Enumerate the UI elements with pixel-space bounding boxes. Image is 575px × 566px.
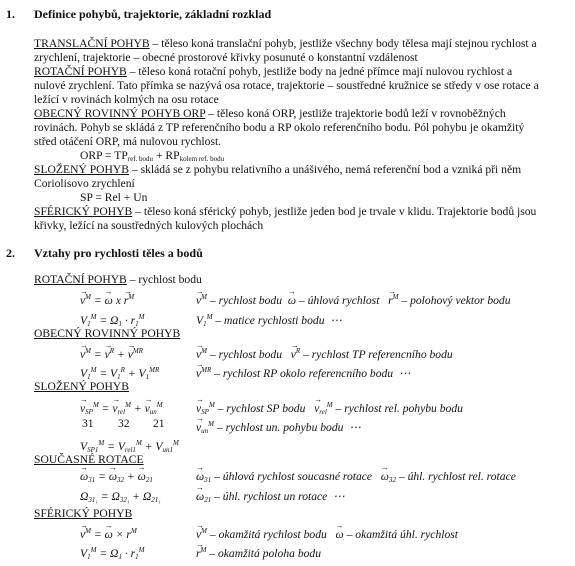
spherical-line-1: – těleso koná sférický pohyb, jestliže jeden bod je trvale v klidu. Trajektorie bodů jsou xyxy=(132,205,537,218)
rot-desc-2-text: – úhlová rychlost xyxy=(296,294,380,307)
sf-desc-2-text: – okamžitá úhl. rychlost xyxy=(343,528,459,541)
sr-formula-1: → $\omega_{31}$ = → $\omega_{32}$ + → $\omega_{21}$ xyxy=(80,470,153,488)
sp-heading: SLOŽENÝ POHYB xyxy=(34,380,130,393)
orp2-desc-3: → $v^{MR}$ – rychlost RP okolo referencního bodu ⋯ xyxy=(196,363,410,382)
section-2-number: 2. xyxy=(6,246,15,260)
rot-desc-4: $V_1^M$ – matice rychlosti bodu ⋯ xyxy=(196,313,342,328)
sp-desc-3: → $v_{un}^M$ – rychlost un. pohybu bodu ⋯ xyxy=(196,417,361,439)
rotation-line-3: ležící v rovinách kolmých na osu rotace xyxy=(34,93,219,106)
orp2-heading: OBECNÝ ROVINNÝ POHYB xyxy=(34,327,181,340)
rotation-line-2: nulové zrychlení. Tato přímka se nazývá osa rotace, trajektorie – soustředné kružnice se středy v ose rotace a xyxy=(34,79,539,92)
sf-desc-1-text: – okamžitá rychlost bodu xyxy=(207,528,327,541)
rotation-line-1: – těleso koná rotační pohyb, jestliže body na jedné přímce mají nulovou rychlost a xyxy=(126,65,513,78)
sf-formula-1: → $v^M$ = → $\omega \times r^M$ xyxy=(80,524,137,543)
composite-paragraph xyxy=(34,163,521,178)
orp-term: OBECNÝ ROVINNÝ POHYB ORP xyxy=(34,107,206,120)
rot-dots: ⋯ xyxy=(330,314,342,327)
rot-formula-2: $V_1^M = \Omega_1 \cdot r_1^M$ xyxy=(80,313,145,328)
sr-dots: ⋯ xyxy=(333,490,345,503)
orp2-formula-2: $V_1^M = V_1^R + V_1^{MR}$ xyxy=(80,366,160,381)
composite-line-2: Coriolisovo zrychlení xyxy=(34,177,135,190)
sr-heading: SOUČASNÉ ROTACE xyxy=(34,453,144,466)
orp2-desc-1: → $v^M$ – rychlost bodu → $v^R$ – rychlost TP referencního bodu xyxy=(196,344,453,363)
orp-line-1: – těleso koná ORP, jestliže trajektorie bodů leží v rovnoběžných xyxy=(205,107,506,120)
sp-desc-3-text: – rychlost un. pohybu bodu xyxy=(214,421,344,434)
rot-heading-term: ROTAČNÍ POHYB xyxy=(34,273,127,286)
orp-eq-mid: + RP xyxy=(153,149,180,162)
sr-desc-2-text: – úhl. rychlost rel. rotace xyxy=(395,470,516,483)
composite-equation: SP = Rel + Un xyxy=(80,191,148,204)
rot-heading xyxy=(34,273,202,288)
sr-desc-1: → $\omega_{31}$ – úhlová rychlost soucasné rotace → $\omega_{32}$ – úhl. rychlost rel. rotace xyxy=(196,470,516,488)
rotation-term: ROTAČNÍ POHYB xyxy=(34,65,127,78)
orp2-desc-3-text: – rychlost RP okolo referencního bodu xyxy=(211,367,394,380)
orp-eq-sub2: kolem ref. bodu xyxy=(179,155,225,163)
sp-desc-1: → $v_{SP}^M$ – rychlost SP bodu → $v_{rel}^M$ – rychlost rel. pohybu bodu xyxy=(196,398,463,420)
spherical-term: SFÉRICKÝ POHYB xyxy=(34,205,133,218)
sr-desc-3: → $\omega_{21}$ – úhl. rychlost un rotace ⋯ xyxy=(196,490,345,508)
composite-line-1: – skládá se z pohybu relativního a unášivého, nemá referenční bod a vzniká při něm xyxy=(129,163,522,176)
sp-desc-2-text: – rychlost rel. pohybu bodu xyxy=(332,402,463,415)
sr-formula-2: $\Omega_{31_1} = \Omega_{32_1} + \Omega_{21_1}$ xyxy=(80,490,161,504)
section-1-number: 1. xyxy=(6,7,15,21)
section-2-title: Vztahy pro rychlosti těles a bodů xyxy=(34,246,203,260)
rot-heading-tail: – rychlost bodu xyxy=(126,273,202,286)
rot-desc-3-text: – polohový vektor bodu xyxy=(398,294,511,307)
sf-desc-3: → $r^M$ – okamžitá poloha bodu xyxy=(196,543,321,562)
sp-formula-1: → $v_{SP}^M$ = → $v_{rel}^M$ + → $v_{un}^M$ xyxy=(80,398,163,420)
sp-dots: ⋯ xyxy=(349,421,361,434)
translation-line-1: – těleso koná translační pohyb, jestliže všechny body tělesa mají stejnou rychlost a xyxy=(149,37,537,50)
spherical-paragraph xyxy=(34,205,536,220)
orp-paragraph xyxy=(34,107,506,122)
sr-desc-3-text: – úhl. rychlost un rotace xyxy=(211,490,328,503)
orp2-desc-2-text: – rychlost TP referencního bodu xyxy=(300,348,453,361)
sp-index-2: 32 xyxy=(118,417,130,430)
rot-formula-1: → $v^M$ = → ω $x \to r^M$ xyxy=(80,290,134,309)
orp2-desc-1-text: – rychlost bodu xyxy=(207,348,283,361)
section-1-title: Definice pohybů, trajektorie, základní rozklad xyxy=(34,7,272,21)
sp-index-1: 31 xyxy=(82,417,94,430)
sf-desc-3-text: – okamžitá poloha bodu xyxy=(206,547,322,560)
sf-formula-2: $V_1^M = \Omega_1 \cdot r_1^M$ xyxy=(80,546,145,561)
orp-line-3: střed otáčení ORP, má nulovou rychlost. xyxy=(34,135,222,148)
translation-line-2: zrychlení, trajektorie – obecné prostorové křivky posunuté o konstantní vzdálenost xyxy=(34,51,418,64)
orp-eq-lhs: ORP = TP xyxy=(80,149,128,162)
sf-heading: SFÉRICKÝ POHYB xyxy=(34,507,133,520)
rot-desc-4-text: – matice rychlosti bodu xyxy=(212,314,325,327)
orp-eq-sub1: ref. bodu xyxy=(127,155,154,163)
rotation-paragraph xyxy=(34,65,512,80)
orp2-dots: ⋯ xyxy=(398,367,411,380)
sp-desc-1-text: – rychlost SP bodu xyxy=(214,402,306,415)
orp-line-2: rovinách. Pohyb se skládá z TP referenčního bodu a RP okolo referenčního bodu. Pól pohybu je okamžitý xyxy=(34,121,525,134)
sr-desc-1-text: – úhlová rychlost soucasné rotace xyxy=(211,470,373,483)
composite-term: SLOŽENÝ POHYB xyxy=(34,163,130,176)
rot-desc-1: → $v^M$ – rychlost bodu → ω – úhlová rychlost → $r^M$ – polohový vektor bodu xyxy=(196,290,511,309)
sp-index-3: 21 xyxy=(153,417,165,430)
translation-paragraph xyxy=(34,37,537,52)
orp2-formula-1: → $v^M$ = → $v^R$ + → $v^{MR}$ xyxy=(80,344,143,363)
sf-desc-1: → $v^M$ – okamžitá rychlost bodu → ω – okamžitá úhl. rychlost xyxy=(196,524,458,543)
spherical-line-2: křivky, ležící na soustředných kulových plochách xyxy=(34,219,264,232)
rot-desc-1-text: – rychlost bodu xyxy=(207,294,283,307)
translation-term: TRANSLAČNÍ POHYB xyxy=(34,37,150,50)
sp-formula-2: $V_{SP1}^M = V_{rel1}^M + V_{un1}^M$ xyxy=(80,439,179,454)
